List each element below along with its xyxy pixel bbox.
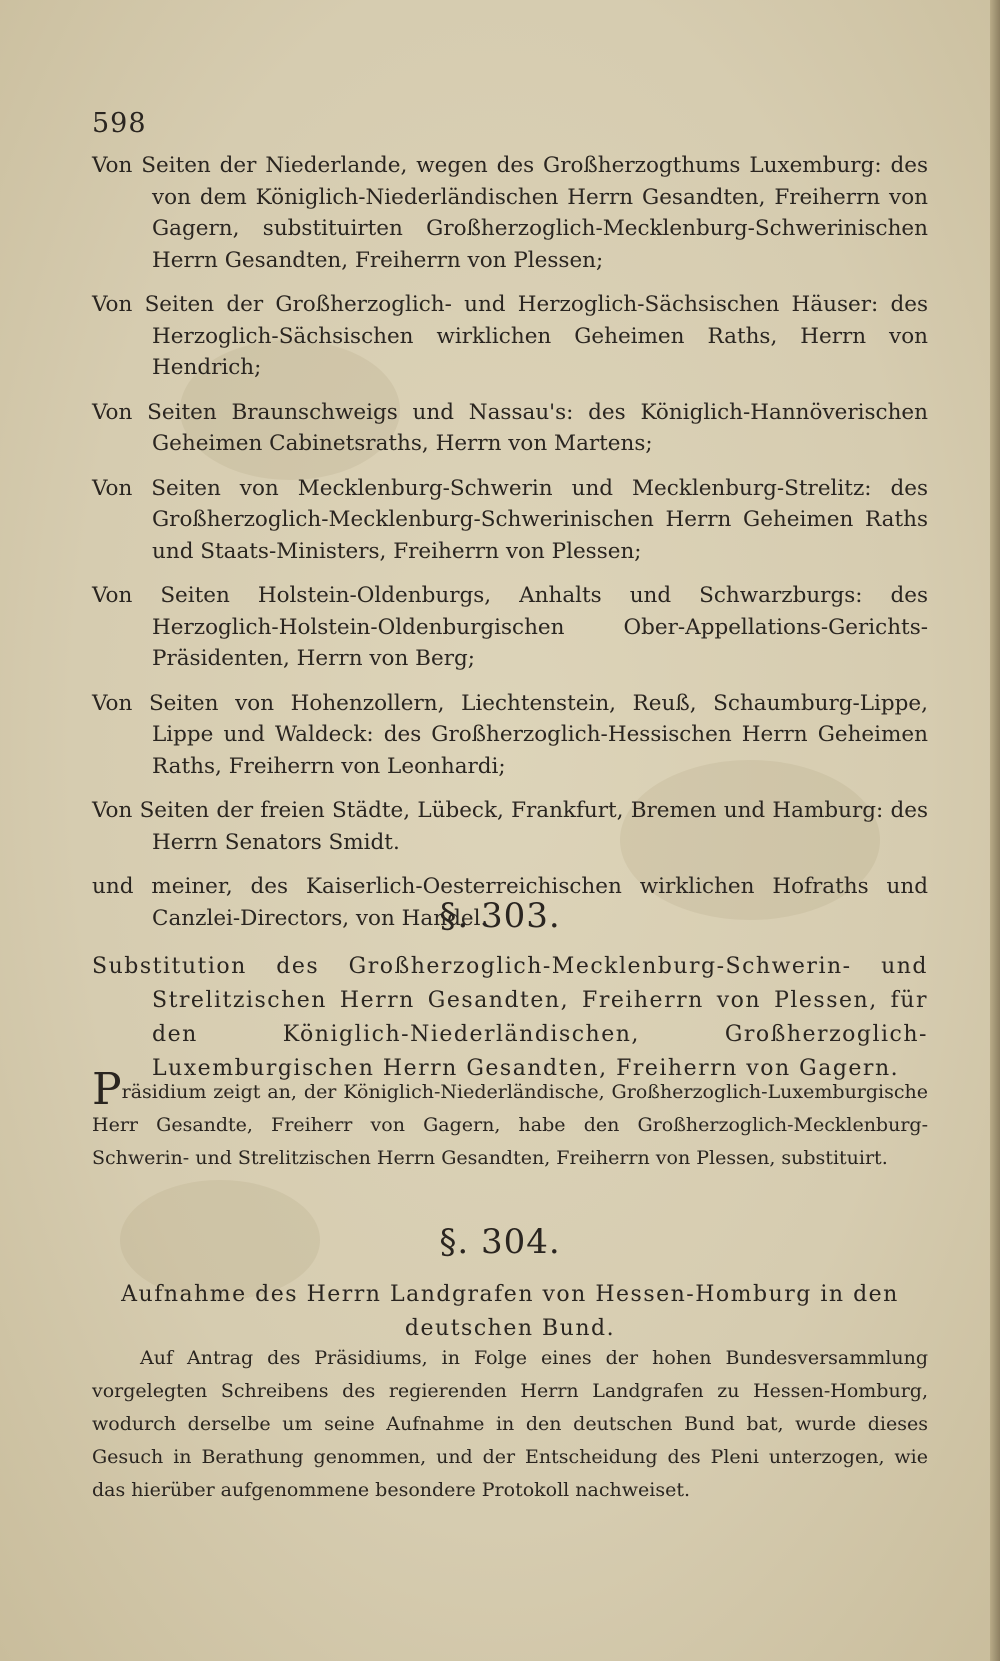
list-item: Von Seiten der Großherzoglich- und Herzoglich-Sächsischen Häuser: des Herzoglich-Sächsischen wirklichen Geheimen Raths, Herrn von Hendrich; [92, 292, 928, 380]
page-number: 598 [92, 108, 147, 139]
delegate-list [92, 150, 928, 947]
section-heading-303: §. 303. [439, 896, 561, 936]
section-text-303-body: räsidium zeigt an, der Königlich-Niederländische, Großherzoglich-Luxemburgische Herr Gesandte, Freiherr von Gagern, habe den Großherzoglich-Mecklenburg-Schwerin- und Strelitzischen Herrn Gesandten, Freiherrn von Plessen, substituirt. [92, 1081, 928, 1169]
list-item: Von Seiten der freien Städte, Lübeck, Frankfurt, Bremen und Hamburg: des Herrn Senators Smidt. [92, 798, 928, 855]
drop-cap: P [92, 1064, 122, 1115]
section-text-304: Auf Antrag des Präsidiums, in Folge eines der hohen Bundesversammlung vorgelegten Schreibens des regierenden Herrn Landgrafen zu Hessen-Homburg, wodurch derselbe um seine Aufnahme in den deutschen Bund bat, wurde dieses Gesuch in Berathung genommen, und der Entscheidung des Pleni unterzogen, wie das hierüber aufgenommene besondere Protokoll nachweiset. [92, 1347, 928, 1501]
list-item: Von Seiten der Niederlande, wegen des Großherzogthums Luxemburg: des von dem Königlich-Niederländischen Herrn Gesandten, Freiherrn von Gagern, substituirten Großherzoglich-Mecklenburg-Schwerinischen Herrn Gesandten, Freiherrn von Plessen; [92, 153, 928, 273]
page-edge [990, 0, 1000, 1661]
list-item: und meiner, des Kaiserlich-Oesterreichischen wirklichen Hofraths und Canzlei-Directors, von Handel. [92, 874, 928, 931]
list-item: Von Seiten von Mecklenburg-Schwerin und Mecklenburg-Strelitz: des Großherzoglich-Mecklenburg-Schwerinischen Herrn Geheimen Raths und Staats-Ministers, Freiherrn von Plessen; [92, 475, 928, 564]
section-title-303: Substitution des Großherzoglich-Mecklenburg-Schwerin- und Strelitzischen Herrn Gesandten, Freiherrn von Plessen, für den Königlich-Niederländischen, Großherzoglich-Luxemburgischen Herrn Gesandten, Freiherrn von Gagern. [92, 954, 928, 1081]
section-heading-304: §. 304. [439, 1222, 561, 1262]
list-item: Von Seiten Braunschweigs und Nassau's: des Königlich-Hannöverischen Geheimen Cabinetsraths, Herrn von Martens; [92, 399, 928, 456]
section-title-304: Aufnahme des Herrn Landgrafen von Hessen-Homburg in den deutschen Bund. [121, 1282, 899, 1341]
section-text-303 [92, 1064, 928, 1175]
list-item: Von Seiten Holstein-Oldenburgs, Anhalts und Schwarzburgs: des Herzoglich-Holstein-Oldenburgischen Ober-Appellations-Gerichts-Präsidenten, Herrn von Berg; [92, 583, 928, 671]
list-item: Von Seiten von Hohenzollern, Liechtenstein, Reuß, Schaumburg-Lippe, Lippe und Waldeck: des Großherzoglich-Hessischen Herrn Geheimen Raths, Freiherrn von Leonhardi; [92, 690, 928, 779]
